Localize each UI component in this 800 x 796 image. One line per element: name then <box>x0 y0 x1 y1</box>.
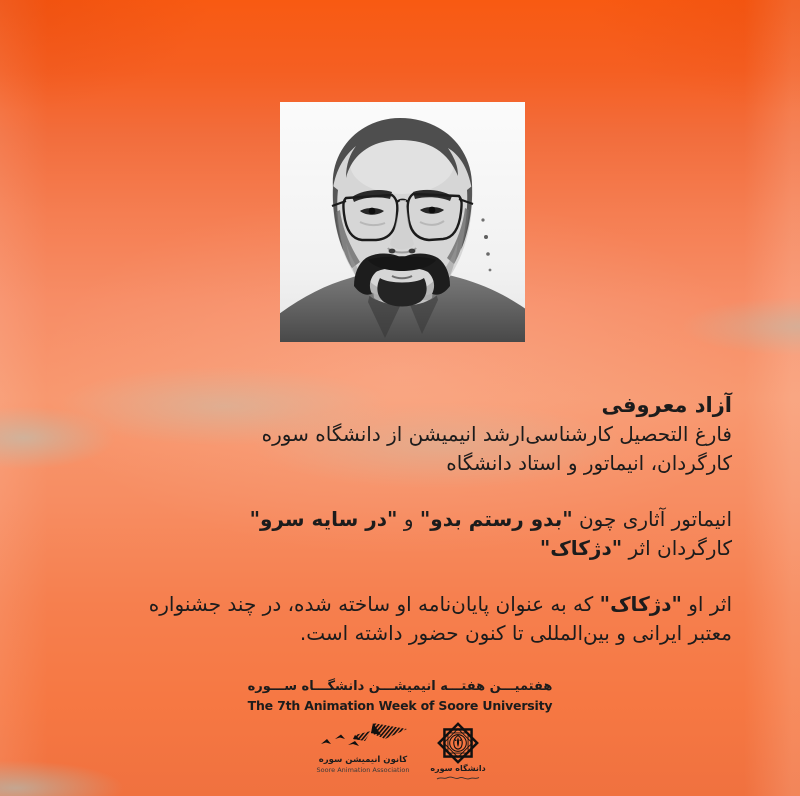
portrait-illustration <box>280 102 525 342</box>
work-title-dezhkak: "دژکاک" <box>539 536 623 560</box>
festival-title-en: The 7th Animation Week of Soore University <box>247 698 553 713</box>
works-text: انیماتور آثاری چون <box>572 507 732 531</box>
thesis-text: اثر او <box>681 592 732 616</box>
work-title-in-shadow-of-cypress: "در سایه سرو" <box>249 507 398 531</box>
thesis-line-2: معتبر ایرانی و بین‌المللی تا کنون حضور داشته است. <box>299 621 732 645</box>
association-name-en: Soore Animation Association <box>316 766 410 774</box>
university-star-icon <box>437 722 479 764</box>
person-name: آزاد معروفی <box>601 393 732 417</box>
work-title-dezhkak: "دژکاک" <box>599 592 682 616</box>
thesis-line-1 <box>60 590 732 619</box>
work-title-run-rostam-run: "بدو رستم بدو" <box>419 507 573 531</box>
university-calligraphy-flourish <box>435 774 481 782</box>
university-logo <box>429 722 487 782</box>
association-birds-icon <box>317 722 409 754</box>
bio-line-roles: کارگردان، انیماتور و استاد دانشگاه <box>446 451 732 475</box>
bio-section <box>60 391 732 648</box>
association-name-fa: کانون انیمیشن سوره <box>318 755 408 765</box>
association-logo <box>313 722 413 774</box>
works-text: کارگردان اثر <box>622 536 732 560</box>
works-line-2 <box>60 534 732 563</box>
logos-row <box>0 722 800 782</box>
footer-section <box>0 679 800 782</box>
thesis-paragraph <box>60 590 732 648</box>
works-paragraph <box>60 505 732 563</box>
bio-line-education: فارغ التحصیل کارشناسی‌ارشد انیمیشن از دانشگاه سوره <box>261 422 732 446</box>
works-line-1 <box>60 505 732 534</box>
festival-title-fa: هفتمیـــن هفتـــه انیمیشـــن دانشگـــاه ســـوره <box>247 679 553 694</box>
university-name-calligraphy: دانشگاه سوره <box>430 764 486 773</box>
portrait-photo <box>280 102 525 342</box>
works-text: و <box>397 507 420 531</box>
thesis-text: که به عنوان پایان‌نامه او ساخته شده، در چند جشنواره <box>148 592 600 616</box>
